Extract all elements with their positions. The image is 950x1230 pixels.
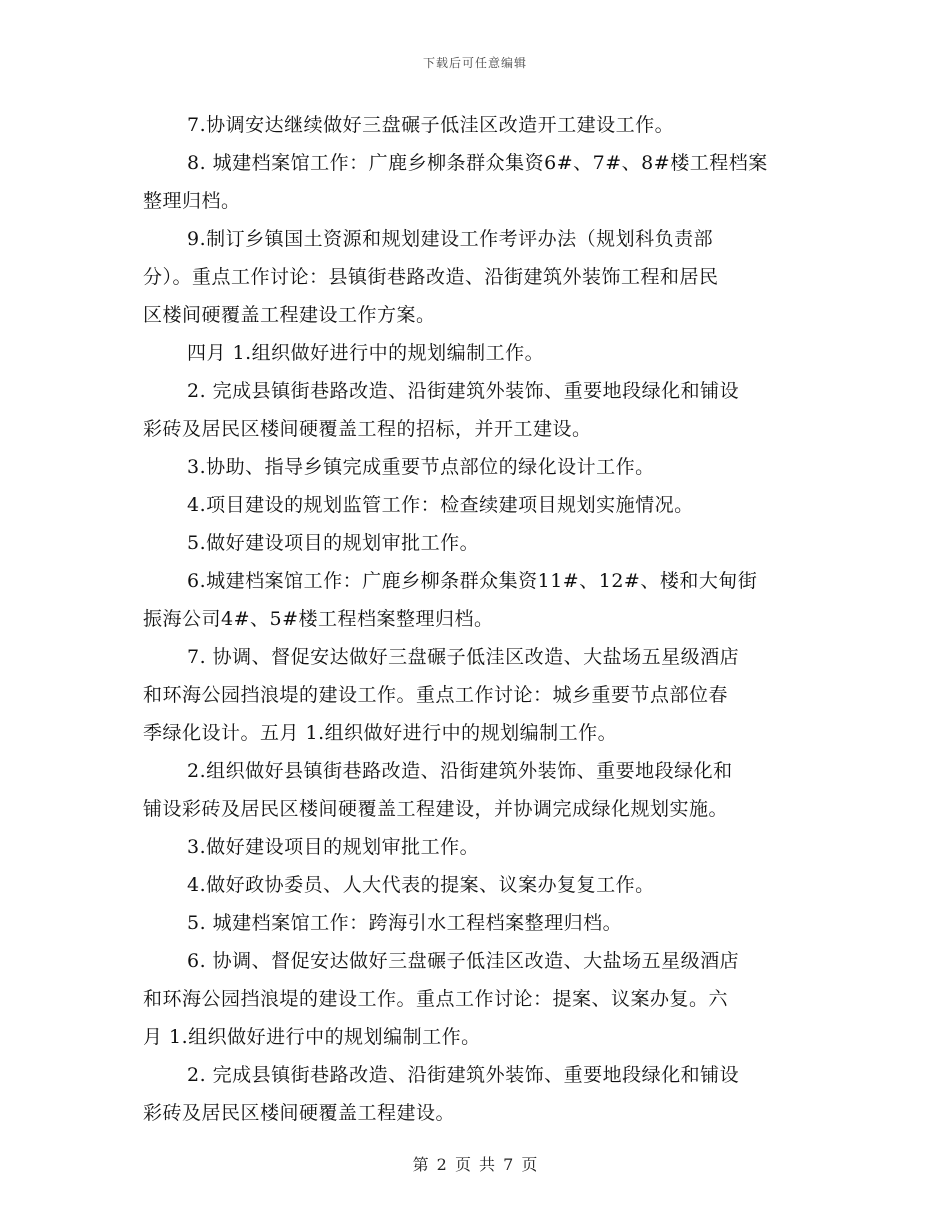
document-body <box>143 106 813 1132</box>
text-line: 6. 协调、督促安达做好三盘碾子低洼区改造、大盐场五星级酒店 <box>187 950 740 972</box>
text-line: 4.项目建设的规划监管工作：检查续建项目规划实施情况。 <box>187 494 694 516</box>
text-line: 和环海公园挡浪堤的建设工作。重点工作讨论：城乡重要节点部位春 <box>143 684 729 706</box>
text-line: 7. 协调、督促安达做好三盘碾子低洼区改造、大盐场五星级酒店 <box>187 646 740 668</box>
text-line: 9.制订乡镇国土资源和规划建设工作考评办法（规划科负责部 <box>187 228 714 250</box>
text-line: 月 1.组织做好进行中的规划编制工作。 <box>143 1026 481 1048</box>
text-line: 彩砖及居民区楼间硬覆盖工程建设。 <box>143 1102 456 1124</box>
text-line: 4.做好政协委员、人大代表的提案、议案办复复工作。 <box>187 874 655 896</box>
text-line: 2. 完成县镇街巷路改造、沿街建筑外装饰、重要地段绿化和铺设 <box>187 380 740 402</box>
text-line: 6.城建档案馆工作：广鹿乡柳条群众集资11#、12#、楼和大甸街 <box>187 570 758 592</box>
text-line: 2.组织做好县镇街巷路改造、沿街建筑外装饰、重要地段绿化和 <box>187 760 733 782</box>
text-line: 区楼间硬覆盖工程建设工作方案。 <box>143 304 436 326</box>
text-line: 整理归档。 <box>143 190 241 212</box>
page-footer: 第 2 页 共 7 页 <box>412 1155 538 1174</box>
text-line: 3.做好建设项目的规划审批工作。 <box>187 836 480 858</box>
text-line: 7.协调安达继续做好三盘碾子低洼区改造开工建设工作。 <box>187 114 675 136</box>
text-line: 8. 城建档案馆工作：广鹿乡柳条群众集资6#、7#、8#楼工程档案 <box>187 152 768 174</box>
text-line: 2. 完成县镇街巷路改造、沿街建筑外装饰、重要地段绿化和铺设 <box>187 1064 740 1086</box>
page-header: 下载后可任意编辑 <box>422 56 527 70</box>
text-line: 和环海公园挡浪堤的建设工作。重点工作讨论：提案、议案办复。六 <box>143 988 729 1010</box>
text-line: 四月 1.组织做好进行中的规划编制工作。 <box>187 342 545 364</box>
text-line: 季绿化设计。五月 1.组织做好进行中的规划编制工作。 <box>143 722 618 744</box>
text-line: 铺设彩砖及居民区楼间硬覆盖工程建设，并协调完成绿化规划实施。 <box>143 798 729 820</box>
text-line: 5. 城建档案馆工作：跨海引水工程档案整理归档。 <box>187 912 623 934</box>
text-line: 3.协助、指导乡镇完成重要节点部位的绿化设计工作。 <box>187 456 655 478</box>
text-line: 分）。重点工作讨论：县镇街巷路改造、沿街建筑外装饰工程和居民 <box>143 266 719 288</box>
text-line: 振海公司4#、5#楼工程档案整理归档。 <box>143 608 494 630</box>
text-line: 5.做好建设项目的规划审批工作。 <box>187 532 480 554</box>
text-line: 彩砖及居民区楼间硬覆盖工程的招标，并开工建设。 <box>143 418 592 440</box>
